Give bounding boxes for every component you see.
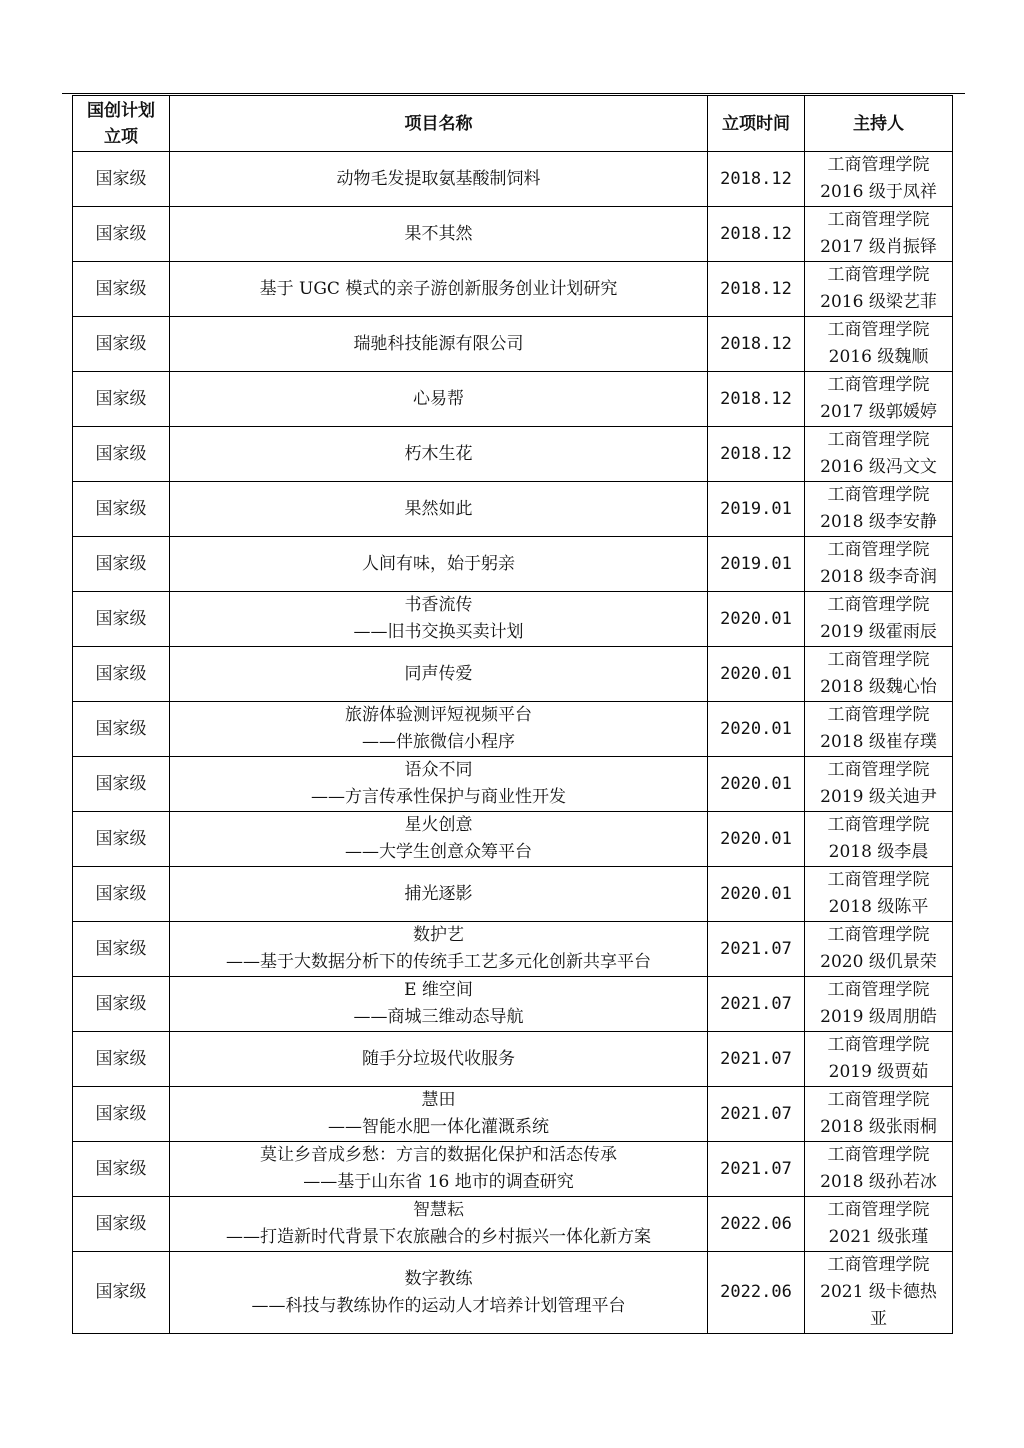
table-row xyxy=(73,592,953,647)
cell-project-name xyxy=(170,1252,708,1334)
cell-date: 2018.12 xyxy=(708,152,805,207)
header-level-line: 国创计划 xyxy=(87,100,155,121)
project-name-line: 朽木生花 xyxy=(404,443,473,464)
project-name-line: E 维空间 xyxy=(404,980,473,1000)
cell-host xyxy=(805,1032,953,1087)
host-line: 2019 级周朋皓 xyxy=(820,1007,937,1027)
host-line: 2017 级郭媛婷 xyxy=(820,402,937,422)
project-name-line: 语众不同 xyxy=(404,760,473,780)
cell-project-name xyxy=(170,372,708,427)
project-name-line: 慧田 xyxy=(421,1090,456,1110)
cell-level: 国家级 xyxy=(73,812,170,867)
host-line: 工商管理学院 xyxy=(827,815,930,835)
table-row xyxy=(73,1142,953,1197)
host-line: 工商管理学院 xyxy=(827,155,930,175)
project-name-line: ——基于大数据分析下的传统手工艺多元化创新共享平台 xyxy=(226,952,651,972)
cell-date: 2022.06 xyxy=(708,1197,805,1252)
cell-project-name xyxy=(170,1032,708,1087)
cell-project-name xyxy=(170,1142,708,1197)
host-line: 2017 级肖振铎 xyxy=(820,237,937,257)
host-line: 工商管理学院 xyxy=(827,265,930,285)
project-name-line: 果然如此 xyxy=(404,498,473,519)
cell-date: 2018.12 xyxy=(708,262,805,317)
cell-date: 2021.07 xyxy=(708,977,805,1032)
table-row xyxy=(73,1197,953,1252)
table-row xyxy=(73,1087,953,1142)
cell-level: 国家级 xyxy=(73,1252,170,1334)
cell-host xyxy=(805,427,953,482)
host-line: 工商管理学院 xyxy=(827,540,930,560)
table-row xyxy=(73,867,953,922)
table-row xyxy=(73,702,953,757)
project-name-line: ——基于山东省 16 地市的调查研究 xyxy=(303,1172,574,1192)
cell-project-name xyxy=(170,812,708,867)
cell-host xyxy=(805,372,953,427)
table-row xyxy=(73,262,953,317)
header-date: 立项时间 xyxy=(708,96,805,152)
host-line: 亚 xyxy=(870,1309,887,1329)
table-body xyxy=(73,152,953,1334)
table-row xyxy=(73,1252,953,1334)
host-line: 2018 级李奇润 xyxy=(820,567,937,587)
project-name-line: 动物毛发提取氨基酸制饲料 xyxy=(336,168,541,189)
host-line: 2018 级崔存璞 xyxy=(820,732,937,752)
host-line: 工商管理学院 xyxy=(827,1200,930,1220)
host-line: 2016 级冯文文 xyxy=(820,457,937,477)
cell-date: 2020.01 xyxy=(708,867,805,922)
project-name-line: 星火创意 xyxy=(404,815,473,835)
host-line: 2018 级魏心怡 xyxy=(820,677,937,697)
cell-host xyxy=(805,1142,953,1197)
host-line: 2016 级魏顺 xyxy=(828,347,929,367)
cell-level: 国家级 xyxy=(73,262,170,317)
host-line: 2018 级李晨 xyxy=(828,842,929,862)
project-name-line: ——商城三维动态导航 xyxy=(353,1007,524,1027)
table-header-row xyxy=(73,96,953,152)
cell-date: 2018.12 xyxy=(708,207,805,262)
project-name-line: ——方言传承性保护与商业性开发 xyxy=(311,787,566,807)
host-line: 工商管理学院 xyxy=(827,595,930,615)
table-row xyxy=(73,757,953,812)
cell-level: 国家级 xyxy=(73,1197,170,1252)
cell-level: 国家级 xyxy=(73,1142,170,1197)
top-rule xyxy=(62,93,965,94)
cell-host xyxy=(805,867,953,922)
cell-project-name xyxy=(170,647,708,702)
host-line: 2018 级陈平 xyxy=(828,897,929,917)
cell-date: 2020.01 xyxy=(708,592,805,647)
cell-level: 国家级 xyxy=(73,427,170,482)
cell-level: 国家级 xyxy=(73,317,170,372)
cell-host xyxy=(805,922,953,977)
cell-host xyxy=(805,207,953,262)
cell-date: 2019.01 xyxy=(708,537,805,592)
host-line: 工商管理学院 xyxy=(827,375,930,395)
project-name-line: ——打造新时代背景下农旅融合的乡村振兴一体化新方案 xyxy=(226,1227,651,1247)
host-line: 工商管理学院 xyxy=(827,430,930,450)
host-line: 工商管理学院 xyxy=(827,1090,930,1110)
project-name-line: 数护艺 xyxy=(413,925,464,945)
cell-date: 2020.01 xyxy=(708,647,805,702)
host-line: 工商管理学院 xyxy=(827,650,930,670)
cell-date: 2022.06 xyxy=(708,1252,805,1334)
header-name: 项目名称 xyxy=(170,96,708,152)
cell-level: 国家级 xyxy=(73,592,170,647)
project-name-line: ——大学生创意众筹平台 xyxy=(345,842,532,862)
host-line: 2019 级贾茹 xyxy=(828,1062,929,1082)
host-line: 2020 级仉景荣 xyxy=(820,952,937,972)
host-line: 2016 级于凤祥 xyxy=(820,182,937,202)
cell-level: 国家级 xyxy=(73,152,170,207)
cell-date: 2018.12 xyxy=(708,427,805,482)
host-line: 工商管理学院 xyxy=(827,1145,930,1165)
cell-level: 国家级 xyxy=(73,922,170,977)
cell-project-name xyxy=(170,537,708,592)
table-row xyxy=(73,482,953,537)
cell-date: 2021.07 xyxy=(708,1087,805,1142)
cell-date: 2018.12 xyxy=(708,317,805,372)
cell-host xyxy=(805,757,953,812)
cell-host xyxy=(805,537,953,592)
project-name-line: 数字教练 xyxy=(404,1268,473,1289)
cell-level: 国家级 xyxy=(73,482,170,537)
project-name-line: ——旧书交换买卖计划 xyxy=(353,622,524,642)
project-name-line: ——伴旅微信小程序 xyxy=(362,732,515,752)
table-row xyxy=(73,812,953,867)
host-line: 工商管理学院 xyxy=(827,320,930,340)
cell-host xyxy=(805,977,953,1032)
host-line: 2016 级梁艺菲 xyxy=(820,292,937,312)
cell-host xyxy=(805,317,953,372)
cell-project-name xyxy=(170,757,708,812)
cell-project-name xyxy=(170,152,708,207)
project-name-line: ——科技与教练协作的运动人才培养计划管理平台 xyxy=(251,1295,626,1316)
host-line: 工商管理学院 xyxy=(827,485,930,505)
host-line: 2019 级霍雨辰 xyxy=(820,622,937,642)
cell-project-name xyxy=(170,317,708,372)
host-line: 工商管理学院 xyxy=(827,1035,930,1055)
cell-project-name xyxy=(170,867,708,922)
cell-date: 2021.07 xyxy=(708,1142,805,1197)
header-host: 主持人 xyxy=(805,96,953,152)
host-line: 2018 级孙若冰 xyxy=(820,1172,937,1192)
cell-project-name xyxy=(170,1197,708,1252)
table-row xyxy=(73,207,953,262)
cell-level: 国家级 xyxy=(73,757,170,812)
project-name-line: 随手分垃圾代收服务 xyxy=(362,1048,515,1069)
cell-date: 2020.01 xyxy=(708,812,805,867)
cell-host xyxy=(805,647,953,702)
host-line: 工商管理学院 xyxy=(827,925,930,945)
project-name-line: 果不其然 xyxy=(404,223,473,244)
project-name-line: ——智能水肥一体化灌溉系统 xyxy=(328,1117,549,1137)
host-line: 工商管理学院 xyxy=(827,760,930,780)
cell-project-name xyxy=(170,262,708,317)
cell-project-name xyxy=(170,977,708,1032)
table-row xyxy=(73,317,953,372)
project-name-line: 基于 UGC 模式的亲子游创新服务创业计划研究 xyxy=(259,278,618,299)
cell-date: 2021.07 xyxy=(708,1032,805,1087)
cell-host xyxy=(805,482,953,537)
table-row xyxy=(73,647,953,702)
cell-project-name xyxy=(170,922,708,977)
cell-host xyxy=(805,702,953,757)
cell-project-name xyxy=(170,1087,708,1142)
project-name-line: 同声传爱 xyxy=(404,663,473,684)
project-name-line: 瑞驰科技能源有限公司 xyxy=(353,333,524,354)
table-row xyxy=(73,977,953,1032)
cell-level: 国家级 xyxy=(73,1032,170,1087)
cell-date: 2018.12 xyxy=(708,372,805,427)
cell-level: 国家级 xyxy=(73,1087,170,1142)
table-row xyxy=(73,1032,953,1087)
project-name-line: 人间有味，始于躬亲 xyxy=(362,553,515,574)
cell-project-name xyxy=(170,207,708,262)
cell-project-name xyxy=(170,702,708,757)
cell-level: 国家级 xyxy=(73,702,170,757)
project-name-line: 莫让乡音成乡愁：方言的数据化保护和活态传承 xyxy=(260,1145,617,1165)
cell-host xyxy=(805,1197,953,1252)
cell-host xyxy=(805,1087,953,1142)
project-name-line: 心易帮 xyxy=(413,388,464,409)
cell-host xyxy=(805,262,953,317)
table-row xyxy=(73,537,953,592)
cell-level: 国家级 xyxy=(73,372,170,427)
cell-date: 2020.01 xyxy=(708,702,805,757)
project-name-line: 智慧耘 xyxy=(413,1200,464,1220)
cell-host xyxy=(805,592,953,647)
host-line: 工商管理学院 xyxy=(827,980,930,1000)
table-row xyxy=(73,922,953,977)
cell-level: 国家级 xyxy=(73,207,170,262)
cell-host xyxy=(805,812,953,867)
host-line: 工商管理学院 xyxy=(827,210,930,230)
project-table xyxy=(72,95,953,1334)
cell-level: 国家级 xyxy=(73,647,170,702)
host-line: 2018 级李安静 xyxy=(820,512,937,532)
cell-level: 国家级 xyxy=(73,977,170,1032)
table-row xyxy=(73,372,953,427)
header-level-line: 立项 xyxy=(104,126,138,147)
project-name-line: 旅游体验测评短视频平台 xyxy=(345,705,532,725)
host-line: 2019 级关迪尹 xyxy=(820,787,937,807)
project-name-line: 捕光逐影 xyxy=(404,883,473,904)
table-row xyxy=(73,427,953,482)
table-row xyxy=(73,152,953,207)
cell-date: 2019.01 xyxy=(708,482,805,537)
cell-project-name xyxy=(170,592,708,647)
host-line: 工商管理学院 xyxy=(827,1255,930,1275)
host-line: 2018 级张雨桐 xyxy=(820,1117,937,1137)
host-line: 2021 级卡德热 xyxy=(820,1282,937,1302)
cell-date: 2020.01 xyxy=(708,757,805,812)
project-name-line: 书香流传 xyxy=(404,595,473,615)
cell-host xyxy=(805,152,953,207)
host-line: 工商管理学院 xyxy=(827,870,930,890)
cell-level: 国家级 xyxy=(73,867,170,922)
cell-level: 国家级 xyxy=(73,537,170,592)
cell-date: 2021.07 xyxy=(708,922,805,977)
host-line: 工商管理学院 xyxy=(827,705,930,725)
host-line: 2021 级张瑾 xyxy=(828,1227,929,1247)
cell-project-name xyxy=(170,427,708,482)
cell-project-name xyxy=(170,482,708,537)
header-level xyxy=(73,96,170,152)
cell-host xyxy=(805,1252,953,1334)
